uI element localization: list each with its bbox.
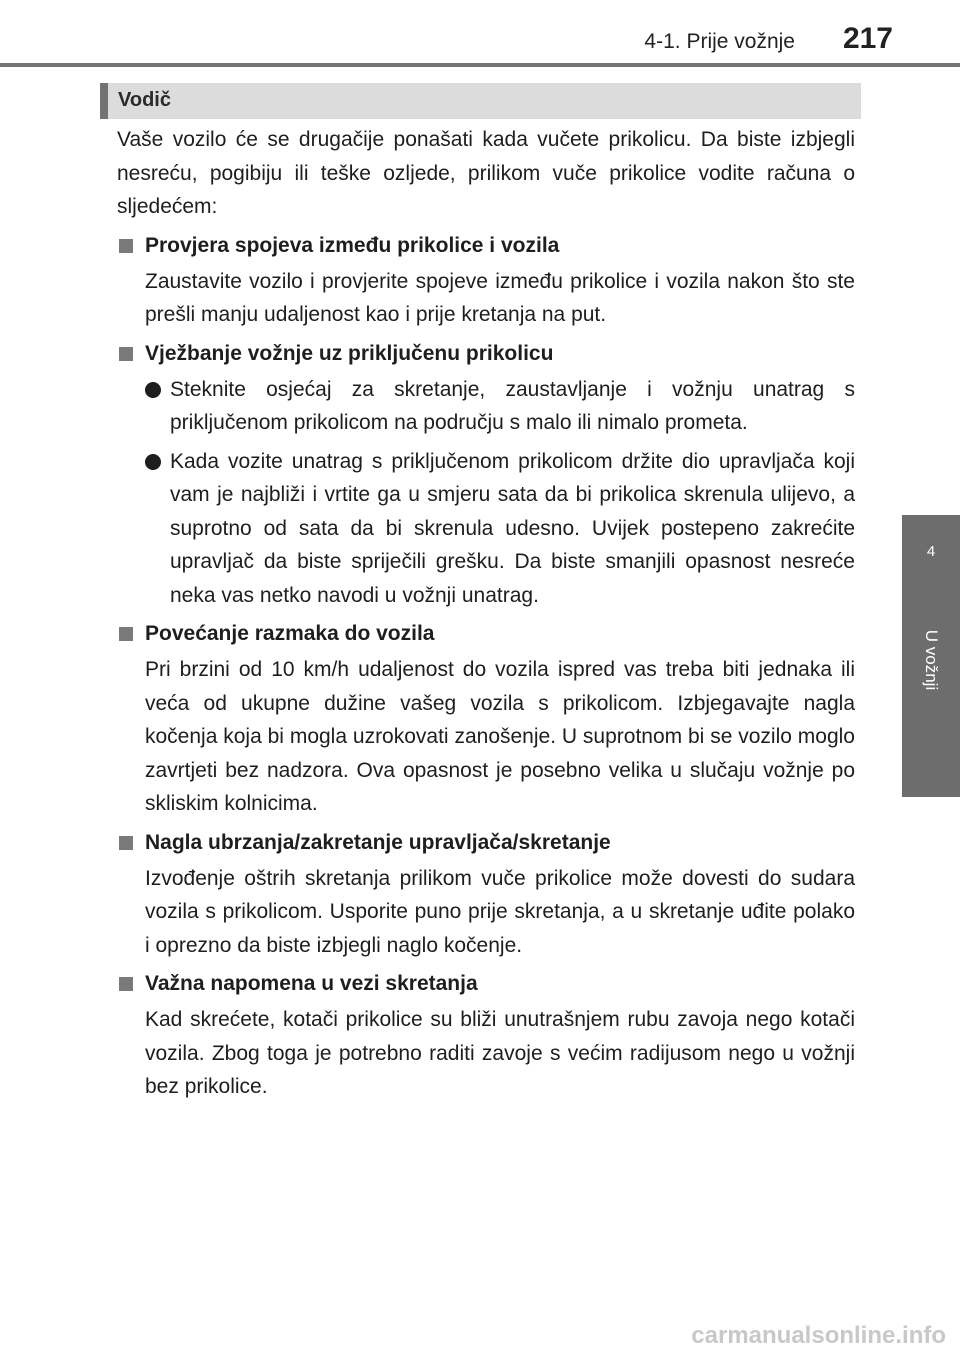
subsection-heading [117,967,855,1000]
subsection-heading [117,617,855,650]
chapter-title: U vožnji [922,629,941,691]
subsection-title: Povećanje razmaka do vozila [145,622,435,645]
subsection-text: Pri brzini od 10 km/h udaljenost do vozila ispred vas treba biti jednaka ili veća od ukupne dužine vašeg vozila s prikolicom. Izbjegavajte nagla kočenja koja bi mogla uzrokovati zanošenje. U suprotnom bi se vozilo moglo zavrtjeti bez nadzora. Ova opasnost je posebno velika u slučaju vožnje po skliskim kolnicima. [145,658,855,815]
subsection-heading [117,337,855,370]
square-bullet-icon [119,977,133,991]
bullet-text: Steknite osjećaj za skretanje, zaustavljanje i vožnju unatrag s priključenom prikolicom na području s malo ili nimalo prometa. [170,377,855,434]
bullet-item [117,373,855,440]
circle-bullet-icon [145,382,161,398]
page-number: 217 [842,22,893,55]
subsection-text: Zaustavite vozilo i provjerite spojeve između prikolice i vozila nakon što ste prešli manju udaljenost kao i prije kretanja na put. [145,269,855,326]
circle-bullet-icon [145,454,161,470]
bullet-text: Kada vozite unatrag s priključenom prikolicom držite dio upravljača koji vam je najbliži i vrtite ga u smjeru sata da bi prikolica skrenula ulijevo, a suprotno od sata da bi skrenula udesno. Uvijek postepeno zakrećite upravljač da biste spriječili grešku. Da biste smanjili opasnost nesreće neka vas netko navodi u vožnji unatrag. [170,449,855,607]
section-title: Vodič [118,89,171,111]
subsection-title: Važna napomena u vezi skretanja [145,972,478,995]
subsection-title: Provjera spojeva između prikolice i vozila [145,233,560,257]
chapter-number: 4 [926,543,936,560]
content [117,123,855,1109]
header-section-title: 4-1. Prije vožnje [644,30,795,53]
subsection-text: Izvođenje oštrih skretanja prilikom vuče prikolice može dovesti do sudara vozila s prikolicom. Usporite puno prije skretanja, a u skretanje uđite polako i oprezno da biste izbjegli naglo kočenje. [145,866,855,957]
subsection-heading [117,229,855,262]
subsection-text: Kad skrećete, kotači prikolice su bliži unutrašnjem rubu zavoja nego kotači vozila. Zbog toga je potrebno raditi zavoje s većim radijusom nego u vožnji bez prikolice. [145,1008,855,1098]
footer-watermark: carmanualsonline.info [691,1322,946,1349]
subsection-title: Nagla ubrzanja/zakretanje upravljača/skretanje [145,830,611,854]
header-rule [0,63,960,67]
section-header [100,83,861,119]
square-bullet-icon [119,239,133,253]
square-bullet-icon [119,836,133,850]
subsection-heading [117,826,855,859]
square-bullet-icon [119,627,133,641]
chapter-side-tab [902,515,960,797]
bullet-item [117,445,855,613]
square-bullet-icon [119,347,133,361]
subsection-title: Vježbanje vožnje uz priključenu prikolicu [145,341,554,365]
intro-paragraph: Vaše vozilo će se drugačije ponašati kada vučete prikolicu. Da biste izbjegli nesreću, pogibiju ili teške ozljede, prilikom vuče prikolice vodite računa o sljedećem: [117,128,855,218]
